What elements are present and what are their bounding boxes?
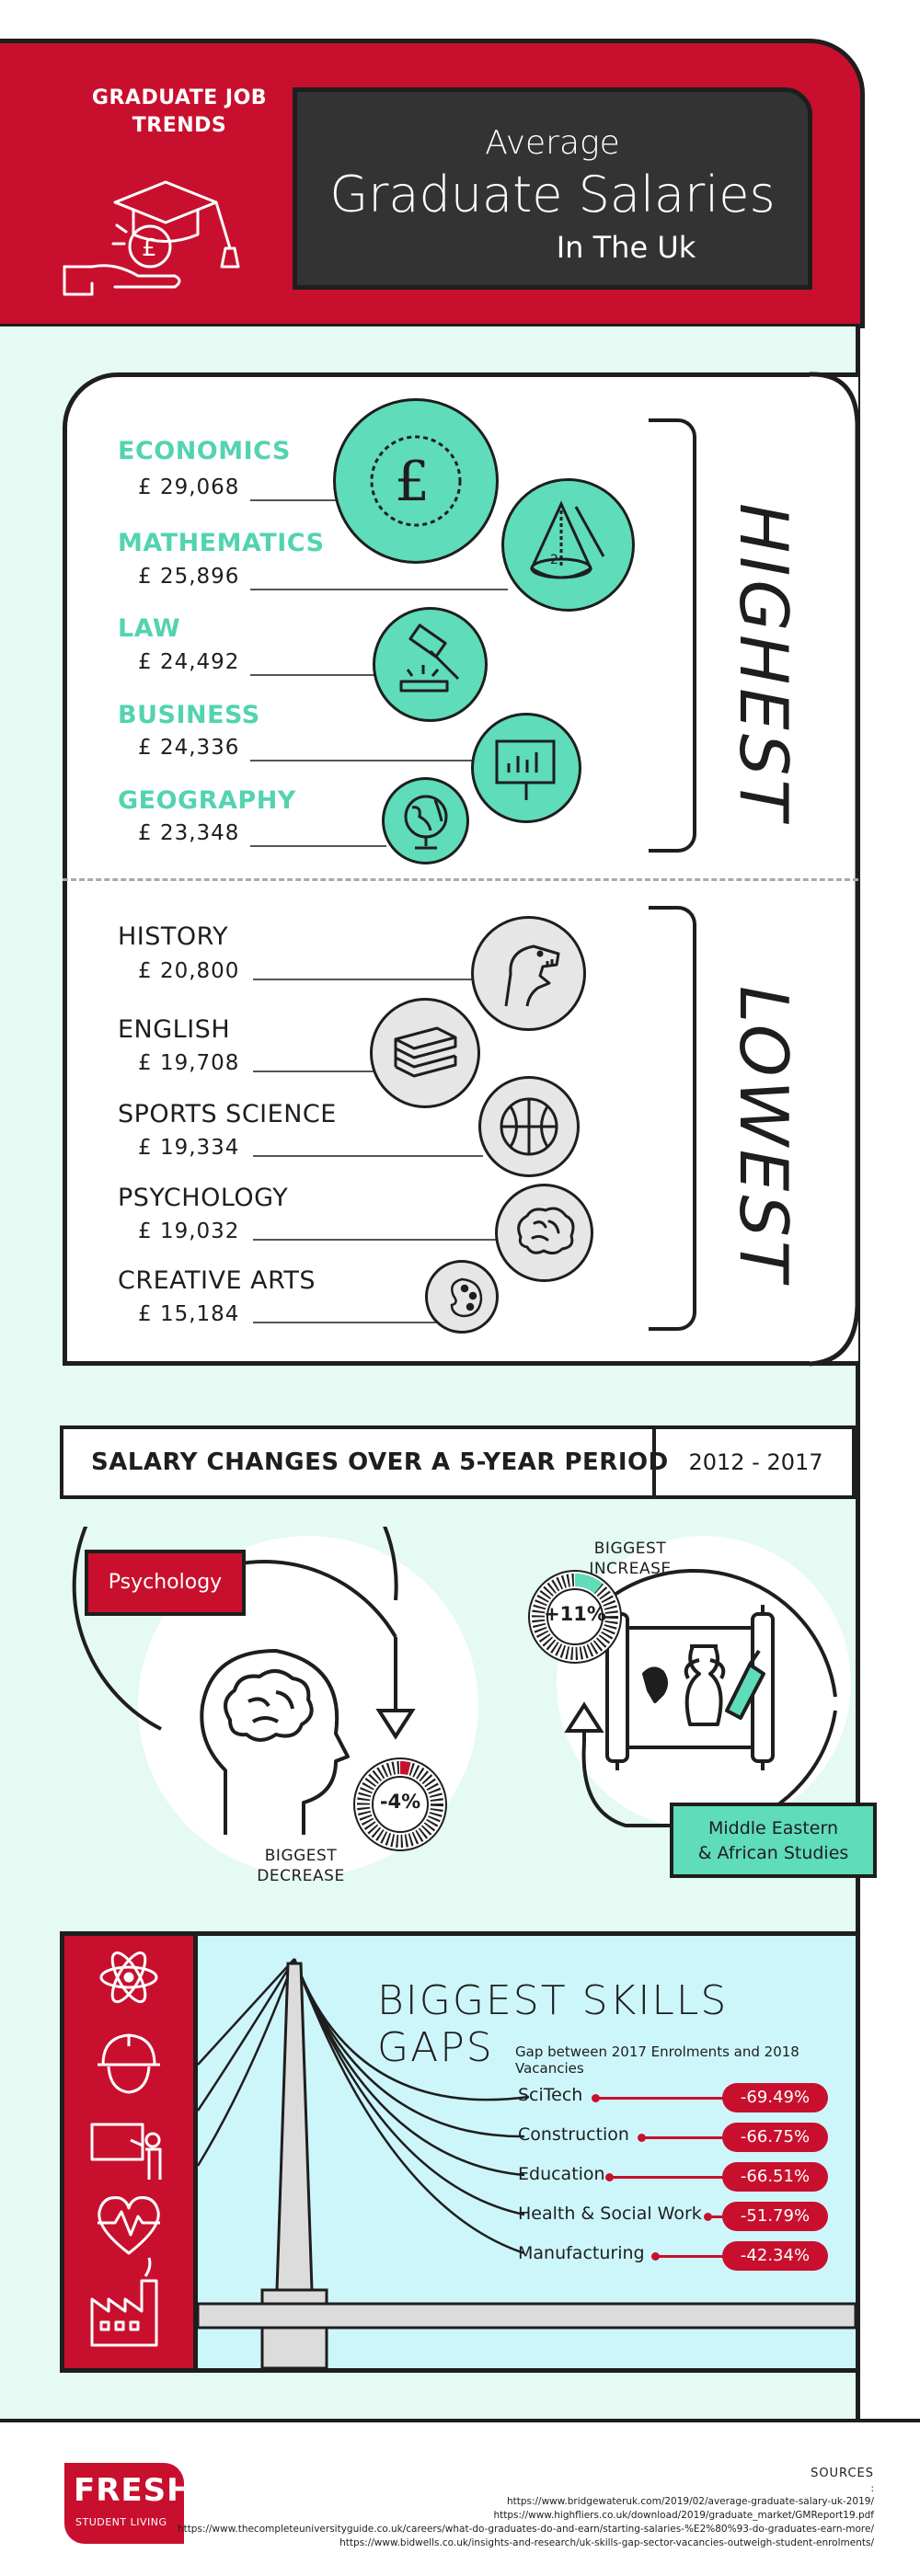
decrease-subject-tag: Psychology [85,1550,246,1616]
decrease-value: -4% [379,1791,421,1813]
subject-mathematics: MATHEMATICS [118,529,325,557]
skill-dot [704,2213,712,2221]
books-icon [373,1001,477,1105]
skill-line [642,2136,734,2139]
skill-dot [651,2252,660,2261]
subject-economics: ECONOMICS [118,437,291,465]
title-line-3: In The Uk [556,230,696,265]
title-line-1: Average [485,124,620,162]
lowest-label: LOWEST [725,986,802,1285]
increase-value: +11% [544,1603,606,1625]
increase-subject-line2: & African Studies [697,1843,849,1863]
teacher-board-icon [92,2124,160,2180]
salary-sports-science: £ 19,334 [138,1136,240,1160]
leader-line [253,1322,437,1323]
brain-icon [498,1186,591,1279]
subject-english: ENGLISH [118,1015,231,1044]
skill-value-education: -66.51% [722,2162,828,2192]
leader-line [250,845,386,847]
logo-text: FRESH [74,2472,194,2509]
title-box [293,87,812,290]
subject-sports-science: SPORTS SCIENCE [118,1100,337,1128]
factory-icon [92,2258,156,2345]
atom-icon [101,1949,156,2007]
changes-title-box [60,1425,856,1499]
skill-label-construction: Construction [518,2124,629,2145]
leader-line [253,1155,483,1157]
subject-business: BUSINESS [118,701,260,729]
skill-value-health-social-work: -51.79% [722,2202,828,2231]
svg-text:£: £ [395,450,431,514]
salary-business: £ 24,336 [138,736,240,760]
skill-value-construction: -66.75% [722,2123,828,2152]
presentation-board-icon [474,716,579,820]
skill-label-manufacturing: Manufacturing [518,2243,645,2263]
subject-psychology: PSYCHOLOGY [118,1184,289,1212]
palette-icon [428,1263,496,1331]
logo-subtext: STUDENT LIVING [75,2516,167,2528]
skill-label-health-social-work: Health & Social Work [518,2204,702,2224]
decrease-caption-line2: DECREASE [257,1867,345,1885]
decrease-caption [241,1846,361,1886]
divider [63,878,858,881]
increase-subject-tag [670,1803,877,1878]
english-circle [370,998,480,1108]
skill-dot [605,2173,614,2181]
leader-line [253,1239,497,1241]
svg-text:£: £ [142,235,157,262]
lowest-bracket [649,906,696,1331]
salary-creative-arts: £ 15,184 [138,1302,240,1326]
sources-separator: : [870,2483,874,2494]
skills-subtitle: Gap between 2017 Enrolments and 2018 Vacancies [515,2044,799,2077]
increase-caption-line2: INCREASE [589,1560,672,1578]
leader-line [250,674,379,676]
skill-label-education: Education [518,2164,605,2184]
leader-line [250,499,338,501]
skill-line [610,2176,734,2179]
psychology-circle [495,1184,593,1282]
gavel-icon [375,610,485,719]
svg-text:2: 2 [550,553,558,567]
geography-circle [382,777,469,864]
source-link[interactable]: https://www.bridgewateruk.com/2019/02/average-graduate-salary-uk-2019/ [506,2496,874,2507]
business-circle [471,713,581,823]
skill-value-scitech: -69.49% [722,2083,828,2112]
highest-label: HIGHEST [725,503,802,824]
subject-history: HISTORY [118,922,229,951]
mathematics-circle [501,478,635,612]
salary-geography: £ 23,348 [138,821,240,845]
hard-hat-icon [98,2035,160,2092]
source-link[interactable]: https://www.bidwells.co.uk/insights-and-research/uk-skills-gap-sector-vacancies-outweigh-student-enrolments/ [339,2537,874,2548]
brand-title: GRADUATE JOB TRENDS [91,86,268,137]
highest-bracket [649,418,696,853]
graduation-cap-coin-icon [60,175,244,299]
leader-line [253,979,483,980]
skills-icon-column [64,1936,198,2368]
header [0,0,920,340]
leader-line [253,1070,377,1072]
fresh-logo [64,2463,194,2544]
increase-subject-line1: Middle Eastern [707,1818,838,1838]
economics-circle [333,398,499,564]
skill-line [596,2097,734,2100]
skill-dot [638,2134,646,2142]
salary-history: £ 20,800 [138,959,240,983]
title-line-2: Graduate Salaries [329,166,776,223]
salary-psychology: £ 19,032 [138,1219,240,1243]
salary-law: £ 24,492 [138,650,240,674]
pound-coin-icon [336,401,496,561]
sources-title: SOURCES [811,2467,874,2480]
subject-law: LAW [118,614,181,643]
source-link[interactable]: https://www.thecompleteuniversityguide.co.uk/careers/what-do-graduates-do-and-earn/starting-salaries-%E2%80%93-do-graduates-earn-more/ [177,2524,874,2535]
heart-pulse-icon [98,2198,160,2253]
changes-years-box [652,1425,859,1499]
history-circle [471,916,586,1031]
cone-geometry-icon [504,481,632,609]
skill-label-scitech: SciTech [518,2085,583,2105]
salary-english: £ 19,708 [138,1051,240,1075]
changes-years: 2012 - 2017 [688,1449,823,1475]
skills-icons [64,1936,193,2368]
sports-science-circle [478,1076,580,1177]
salary-economics: £ 29,068 [138,475,240,499]
leader-line [250,589,508,590]
leader-line [250,760,480,761]
subject-creative-arts: CREATIVE ARTS [118,1266,316,1295]
skills-title: BIGGEST SKILLS GAPS [377,1977,729,2071]
globe-icon [385,780,466,862]
salaries-card-right-edge [810,368,865,1370]
law-circle [373,607,488,722]
basketball-icon [481,1079,577,1174]
creative-arts-circle [425,1260,499,1334]
increase-caption [570,1539,690,1579]
dinosaur-icon [474,919,583,1028]
scroll-vase-icon [607,1605,773,1770]
skill-value-manufacturing: -42.34% [722,2241,828,2271]
increase-caption-line1: BIGGEST [593,1540,667,1558]
decrease-caption-line1: BIGGEST [264,1847,338,1865]
subject-geography: GEOGRAPHY [118,786,296,815]
changes-title: SALARY CHANGES OVER A 5-YEAR PERIOD [91,1448,669,1476]
salary-mathematics: £ 25,896 [138,565,240,589]
skill-dot [592,2094,600,2102]
footer [0,2419,920,2576]
skills-gap-panel [60,1931,860,2373]
source-link[interactable]: https://www.highfliers.co.uk/download/2019/graduate_market/GMReport19.pdf [493,2510,874,2521]
